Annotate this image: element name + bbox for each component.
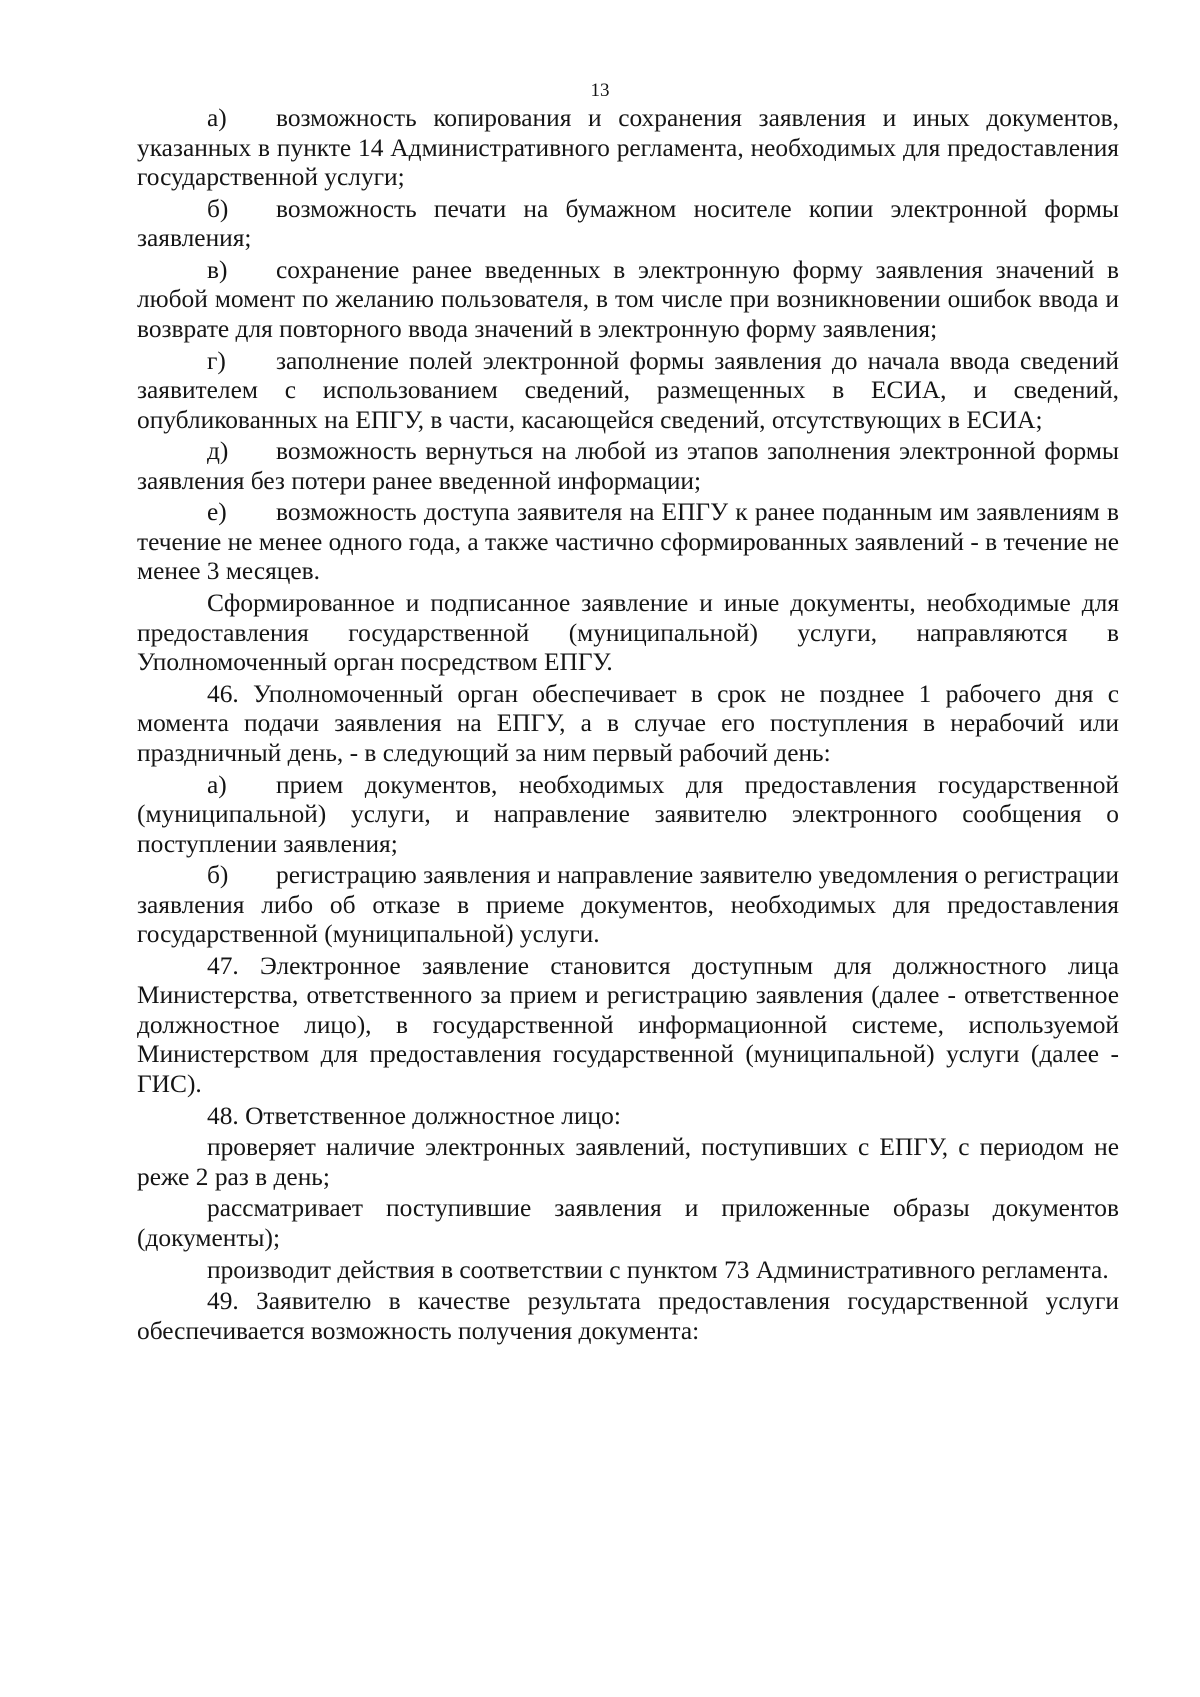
paragraph-49: 49. Заявителю в качестве результата предоставления государственной услуги обеспечивается возможность получения документа: xyxy=(137,1287,1119,1345)
list-item-text: регистрацию заявления и направление заявителю уведомления о регистрации заявления либо об отказе в приеме документов, необходимых для предоставления государственной (муниципальной) услуги. xyxy=(137,861,1119,949)
paragraph-47: 47. Электронное заявление становится доступным для должностного лица Министерства, ответственного за прием и регистрацию заявления (далее - ответственное должностное лицо), в государственной информационной системе, используемой Министерством для предоставления государственной (муниципальной) услуги (далее - ГИС). xyxy=(137,951,1119,1098)
list-marker: е) xyxy=(207,498,227,527)
list-item xyxy=(137,104,1119,193)
list-item xyxy=(137,861,1119,950)
list-marker: б) xyxy=(207,194,229,223)
page-number: 13 xyxy=(590,80,610,101)
paragraph: рассматривает поступившие заявления и приложенные образы документов (документы); xyxy=(137,1194,1119,1252)
list-item xyxy=(137,195,1119,254)
list-item xyxy=(137,437,1119,496)
list-item-text: возможность печати на бумажном носителе копии электронной формы заявления; xyxy=(137,194,1119,253)
paragraph-48: 48. Ответственное должностное лицо: xyxy=(207,1101,621,1130)
paragraph: Сформированное и подписанное заявление и иные документы, необходимые для предоставления государственной (муниципальной) услуги, направляются в Уполномоченный орган посредством ЕПГУ. xyxy=(137,589,1119,677)
document-body xyxy=(137,104,1119,1349)
paragraph: производит действия в соответствии с пунктом 73 Административного регламента. xyxy=(207,1255,1109,1284)
list-marker: в) xyxy=(207,255,228,284)
list-item xyxy=(137,498,1119,587)
list-marker: а) xyxy=(207,104,227,132)
list-marker: г) xyxy=(207,346,226,375)
list-marker: б) xyxy=(207,861,229,890)
list-item-text: возможность доступа заявителя на ЕПГУ к ранее поданным им заявлениям в течение не менее одного года, а также частично сформированных заявлений - в течение не менее 3 месяцев. xyxy=(137,498,1119,586)
list-item-text: возможность копирования и сохранения заявления и иных документов, указанных в пункте 14 Административного регламента, необходимых для предоставления государственной услуги; xyxy=(137,104,1119,191)
list-item-text: возможность вернуться на любой из этапов заполнения электронной формы заявления без потери ранее введенной информации; xyxy=(137,437,1119,495)
list-item xyxy=(137,256,1119,345)
list-item-text: сохранение ранее введенных в электронную форму заявления значений в любой момент по желанию пользователя, в том числе при возникновении ошибок ввода и возврате для повторного ввода значений в электронную форму заявления; xyxy=(137,255,1119,343)
list-item xyxy=(137,771,1119,860)
list-marker: д) xyxy=(207,437,229,466)
paragraph-46: 46. Уполномоченный орган обеспечивает в срок не позднее 1 рабочего дня с момента подачи заявления на ЕПГУ, а в случае его поступления в нерабочий или праздничный день, - в следующий за ним первый рабочий день: xyxy=(137,679,1119,767)
list-item-text: прием документов, необходимых для предоставления государственной (муниципальной) услуги, и направление заявителю электронного сообщения о поступлении заявления; xyxy=(137,770,1119,858)
list-marker: а) xyxy=(207,770,227,799)
paragraph: проверяет наличие электронных заявлений, поступивших с ЕПГУ, с периодом не реже 2 раз в день; xyxy=(137,1133,1119,1191)
list-item-text: заполнение полей электронной формы заявления до начала ввода сведений заявителем с использованием сведений, размещенных в ЕСИА, и сведений, опубликованных на ЕПГУ, в части, касающейся сведений, отсутствующих в ЕСИА; xyxy=(137,346,1119,434)
list-item xyxy=(137,347,1119,436)
